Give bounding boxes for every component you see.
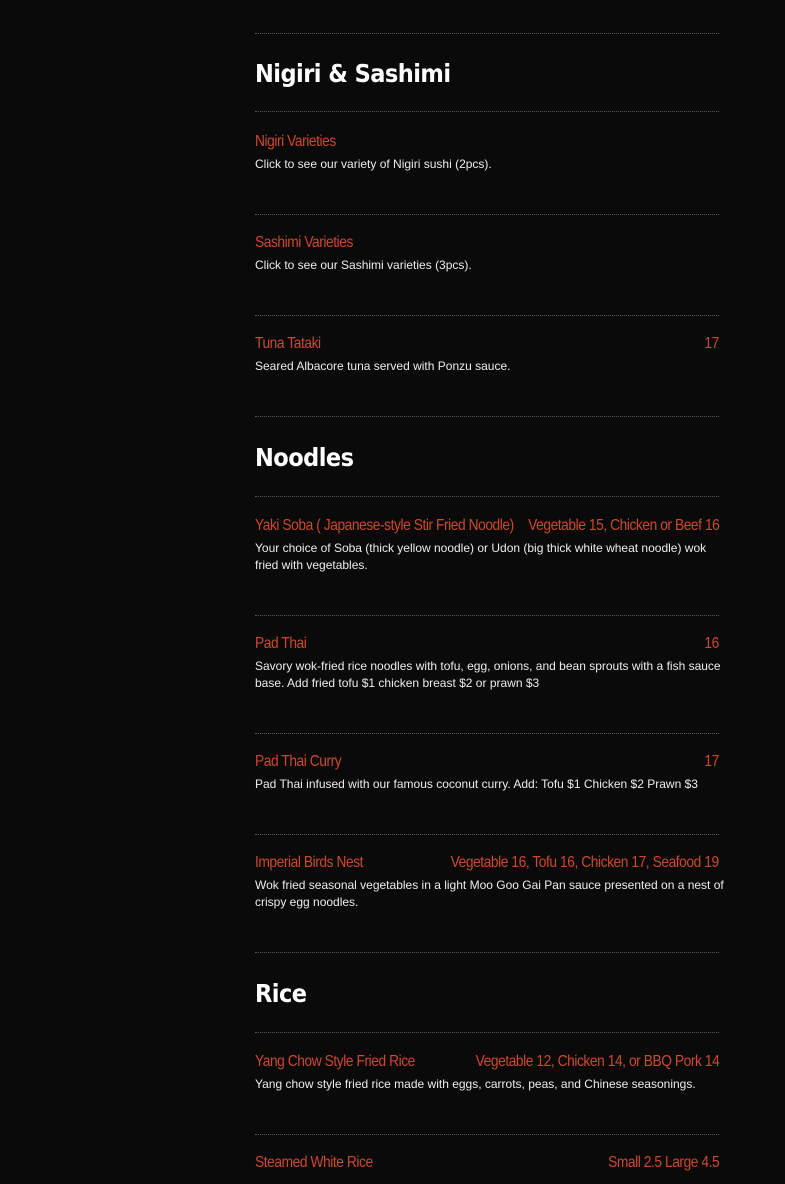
menu-item-price: 16	[704, 635, 719, 652]
section-heading-noodles: Noodles	[255, 443, 354, 472]
menu-item-header	[255, 634, 719, 654]
menu-item-pad-thai[interactable]	[255, 634, 719, 692]
menu-item-name[interactable]: Steamed White Rice	[255, 1154, 373, 1171]
divider	[255, 1134, 719, 1135]
section-heading-nigiri-sashimi: Nigiri & Sashimi	[255, 59, 451, 88]
menu-item-header	[255, 516, 719, 536]
divider	[255, 952, 719, 953]
menu-item-header	[255, 233, 719, 253]
menu-item-header	[255, 334, 719, 354]
menu-item-description: Wok fried seasonal vegetables in a light Moo Goo Gai Pan sauce presented on a nest of crispy egg noodles.	[255, 878, 724, 909]
divider	[255, 496, 719, 497]
divider	[255, 214, 719, 215]
menu-item-yaki-soba[interactable]	[255, 516, 719, 574]
divider	[255, 315, 719, 316]
menu-item-name[interactable]: Yang Chow Style Fried Rice	[255, 1053, 415, 1070]
menu-item-name[interactable]: Nigiri Varieties	[255, 133, 336, 150]
menu-item-description: Click to see our Sashimi varieties (3pcs).	[255, 258, 472, 272]
menu-item-price: Vegetable 12, Chicken 14, or BBQ Pork 14	[475, 1053, 719, 1070]
menu-item-description: Pad Thai infused with our famous coconut curry. Add: Tofu $1 Chicken $2 Prawn $3	[255, 777, 698, 791]
menu-item-header	[255, 853, 719, 873]
menu-item-price: Small 2.5 Large 4.5	[607, 1154, 719, 1171]
menu-item-steamed-white-rice[interactable]	[255, 1153, 719, 1173]
menu-item-description: Seared Albacore tuna served with Ponzu sauce.	[255, 359, 511, 373]
menu-item-price: Vegetable 15, Chicken or Beef 16	[527, 517, 719, 534]
menu-item-sashimi-varieties[interactable]	[255, 233, 719, 274]
divider	[255, 733, 719, 734]
menu-item-description: Click to see our variety of Nigiri sushi (2pcs).	[255, 157, 492, 171]
menu-item-price: 17	[704, 335, 719, 352]
menu-item-price: 17	[704, 753, 719, 770]
menu-item-header	[255, 1052, 719, 1072]
menu-item-description: Savory wok-fried rice noodles with tofu, egg, onions, and bean sprouts with a fish sauce base. Add fried tofu $1 chicken breast $2 or prawn $3	[255, 659, 721, 690]
divider	[255, 33, 719, 34]
divider	[255, 111, 719, 112]
menu-item-description: Your choice of Soba (thick yellow noodle) or Udon (big thick white wheat noodle) wok fried with vegetables.	[255, 541, 707, 572]
menu-item-name[interactable]: Pad Thai Curry	[255, 753, 342, 770]
menu-item-header	[255, 1153, 719, 1173]
menu-item-name[interactable]: Pad Thai	[255, 635, 307, 652]
menu-item-imperial-birds-nest[interactable]	[255, 853, 724, 911]
menu-item-description: Yang chow style fried rice made with eggs, carrots, peas, and Chinese seasonings.	[255, 1077, 696, 1091]
menu-item-header	[255, 132, 719, 152]
menu-item-yang-chow-fried-rice[interactable]	[255, 1052, 719, 1093]
menu-item-pad-thai-curry[interactable]	[255, 752, 719, 793]
menu-item-name[interactable]: Imperial Birds Nest	[255, 854, 364, 871]
menu-item-tuna-tataki[interactable]	[255, 334, 719, 375]
section-heading-rice: Rice	[255, 979, 307, 1008]
divider	[255, 416, 719, 417]
menu-item-name[interactable]: Tuna Tataki	[255, 335, 321, 352]
menu-item-nigiri-varieties[interactable]	[255, 132, 719, 173]
menu-item-name[interactable]: Yaki Soba ( Japanese-style Stir Fried Noodle)	[255, 517, 514, 534]
menu-item-price: Vegetable 16, Tofu 16, Chicken 17, Seafood 19	[450, 854, 719, 871]
divider	[255, 834, 719, 835]
divider	[255, 615, 719, 616]
divider	[255, 1032, 719, 1033]
menu-item-header	[255, 752, 719, 772]
menu-item-name[interactable]: Sashimi Varieties	[255, 234, 353, 251]
